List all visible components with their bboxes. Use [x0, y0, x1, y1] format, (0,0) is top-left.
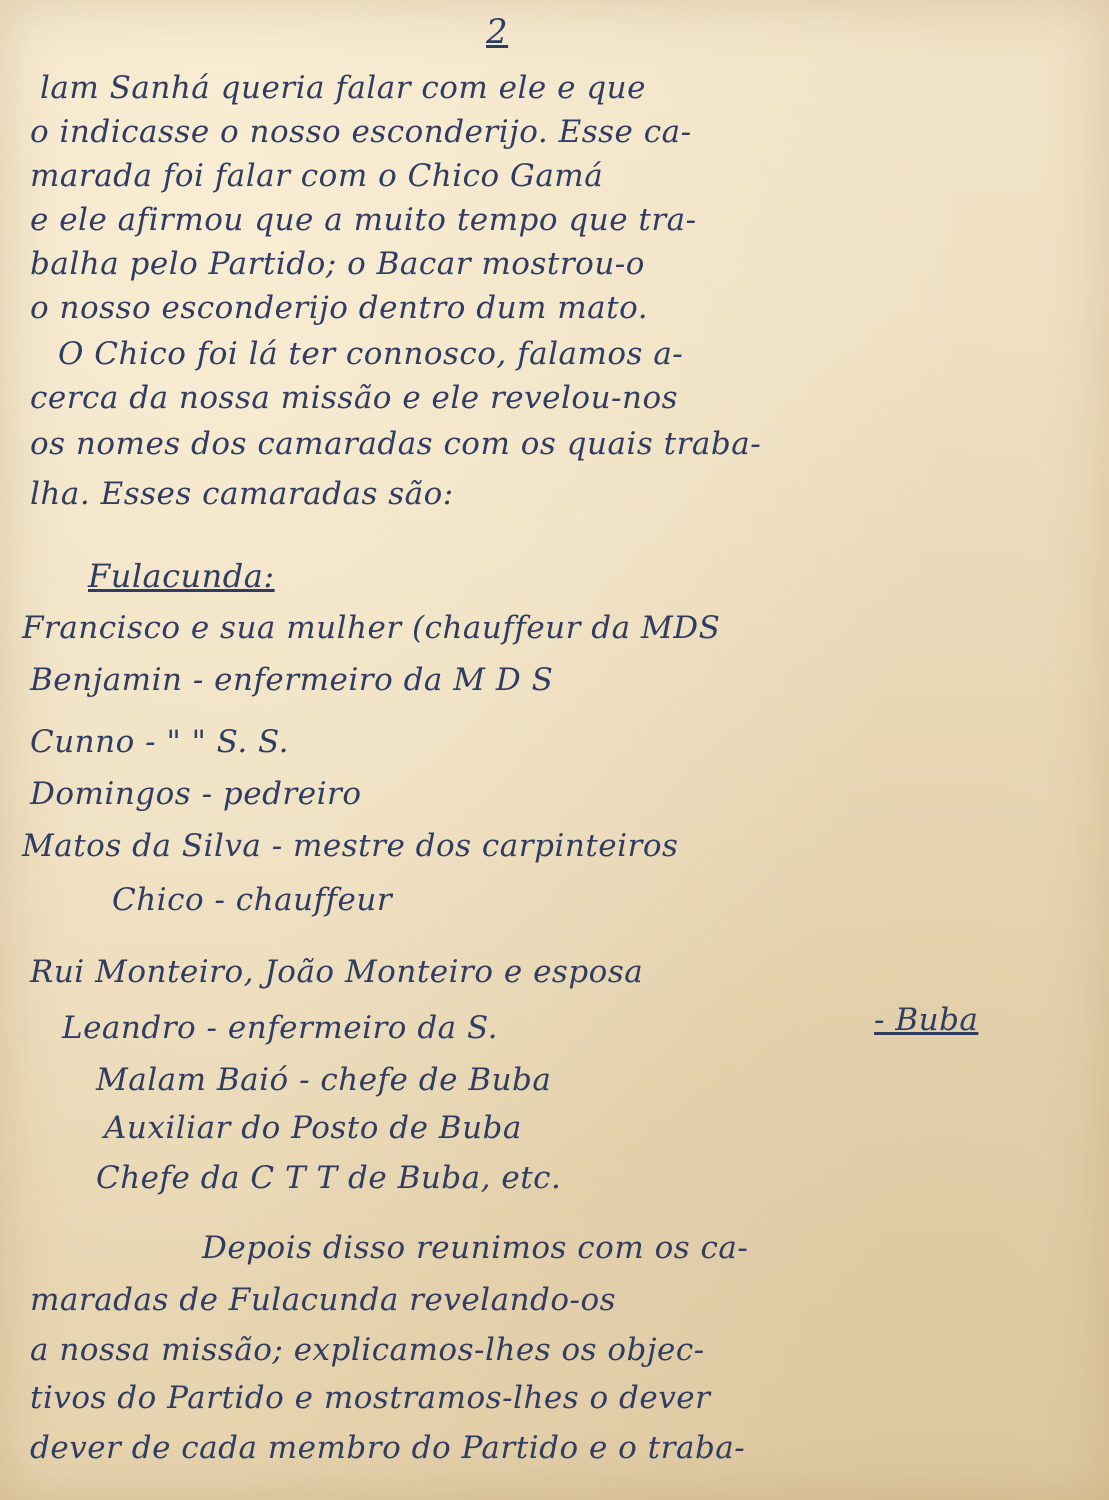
list-item: Francisco e sua mulher (chauffeur da MDS — [22, 610, 721, 646]
text-line: dever de cada membro do Partido e o traba- — [30, 1430, 746, 1466]
section-label-buba: - Buba — [874, 1002, 979, 1038]
text-line: O Chico foi lá ter connosco, falamos a- — [58, 336, 684, 372]
text-line: marada foi falar com o Chico Gamá — [30, 158, 604, 194]
list-item: Malam Baió - chefe de Buba — [96, 1062, 552, 1098]
text-line: Depois disso reunimos com os ca- — [202, 1230, 749, 1266]
text-line: tivos do Partido e mostramos-lhes o dever — [30, 1380, 711, 1416]
text-line: lam Sanhá queria falar com ele e que — [40, 70, 646, 106]
text-line: balha pelo Partido; o Bacar mostrou-o — [30, 246, 645, 282]
text-line: maradas de Fulacunda revelando-os — [30, 1282, 617, 1318]
text-line: e ele afirmou que a muito tempo que tra- — [30, 202, 697, 238]
text-line: a nossa missão; explicamos-lhes os objec- — [30, 1332, 705, 1368]
text-line: Rui Monteiro, João Monteiro e esposa — [30, 954, 644, 990]
text-line: o indicasse o nosso esconderijo. Esse ca- — [30, 114, 692, 150]
list-item: Chefe da C T T de Buba, etc. — [96, 1160, 562, 1196]
list-item: Chico - chauffeur — [112, 882, 393, 918]
list-item: Auxiliar do Posto de Buba — [104, 1110, 522, 1146]
list-item: Matos da Silva - mestre dos carpinteiros — [22, 828, 679, 864]
text-line: os nomes dos camaradas com os quais traba- — [30, 426, 762, 462]
section-heading-fulacunda: Fulacunda: — [88, 557, 275, 595]
page-number: 2 — [486, 12, 509, 52]
text-line: lha. Esses camaradas são: — [30, 476, 454, 512]
list-item: Benjamin - enfermeiro da M D S — [30, 662, 554, 698]
list-item: Domingos - pedreiro — [30, 776, 362, 812]
text-line: cerca da nossa missão e ele revelou-nos — [30, 380, 679, 416]
list-item: Cunno - " " S. S. — [30, 724, 290, 760]
list-item: Leandro - enfermeiro da S. — [62, 1010, 498, 1046]
text-line: o nosso esconderijo dentro dum mato. — [30, 290, 649, 326]
